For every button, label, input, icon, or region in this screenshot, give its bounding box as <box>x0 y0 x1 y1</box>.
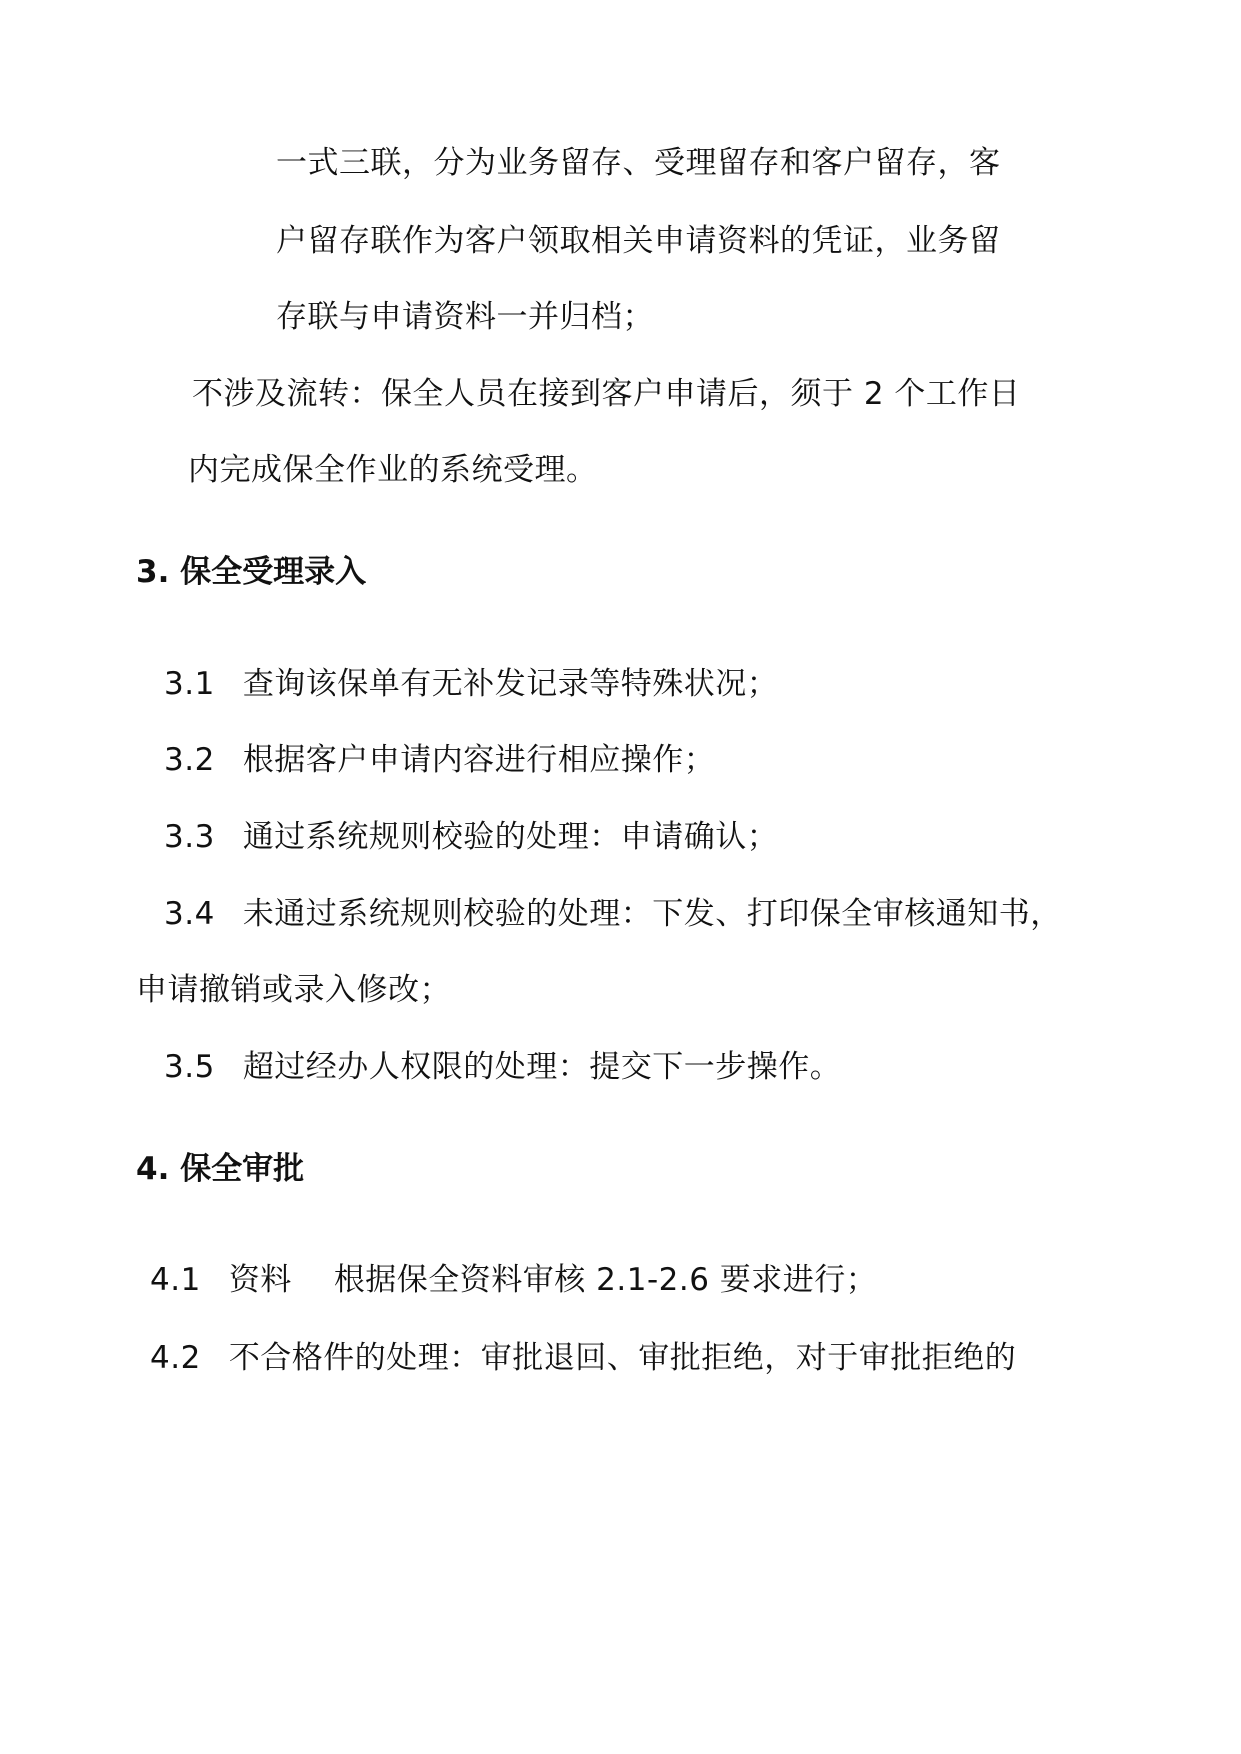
list-item <box>164 894 1062 934</box>
item-number: 3.4 <box>164 896 215 932</box>
item-text: 查询该保单有无补发记录等特殊状况； <box>242 666 779 702</box>
item-text: 根据客户申请内容进行相应操作； <box>242 742 716 778</box>
paragraph-line: 存联与申请资料一并归档； <box>276 299 654 335</box>
list-item <box>164 740 715 780</box>
item-text: 不合格件的处理：审批退回、审批拒绝，对于审批拒绝的 <box>228 1340 1017 1376</box>
item-number: 4.1 <box>150 1262 201 1298</box>
item-text: 未通过系统规则校验的处理：下发、打印保全审核通知书， <box>242 896 1062 932</box>
list-item <box>164 664 778 704</box>
item-text: 超过经办人权限的处理：提交下一步操作。 <box>242 1049 842 1085</box>
paragraph-line: 内完成保全作业的系统受理。 <box>188 452 598 488</box>
item-number: 3.2 <box>164 742 215 778</box>
item-number: 3.1 <box>164 666 215 702</box>
item-text: 通过系统规则校验的处理：申请确认； <box>242 819 779 855</box>
list-item-continuation: 申请撤销或录入修改； <box>136 972 451 1008</box>
list-item <box>150 1338 1016 1378</box>
list-item <box>164 817 778 857</box>
item-label: 资料 <box>228 1262 292 1298</box>
paragraph-line: 不涉及流转：保全人员在接到客户申请后，须于 2 个工作日 <box>192 376 1021 412</box>
item-text: 根据保全资料审核 2.1-2.6 要求进行； <box>333 1262 878 1298</box>
item-number: 4.2 <box>150 1340 201 1376</box>
paragraph-line: 户留存联作为客户领取相关申请资料的凭证，业务留 <box>276 223 1001 259</box>
paragraph-line: 一式三联，分为业务留存、受理留存和客户留存，客 <box>276 145 1001 181</box>
section-heading: 3. 保全受理录入 <box>136 554 367 590</box>
list-item <box>164 1047 841 1087</box>
item-number: 3.5 <box>164 1049 215 1085</box>
item-number: 3.3 <box>164 819 215 855</box>
list-item <box>150 1260 877 1300</box>
section-heading: 4. 保全审批 <box>136 1151 305 1187</box>
